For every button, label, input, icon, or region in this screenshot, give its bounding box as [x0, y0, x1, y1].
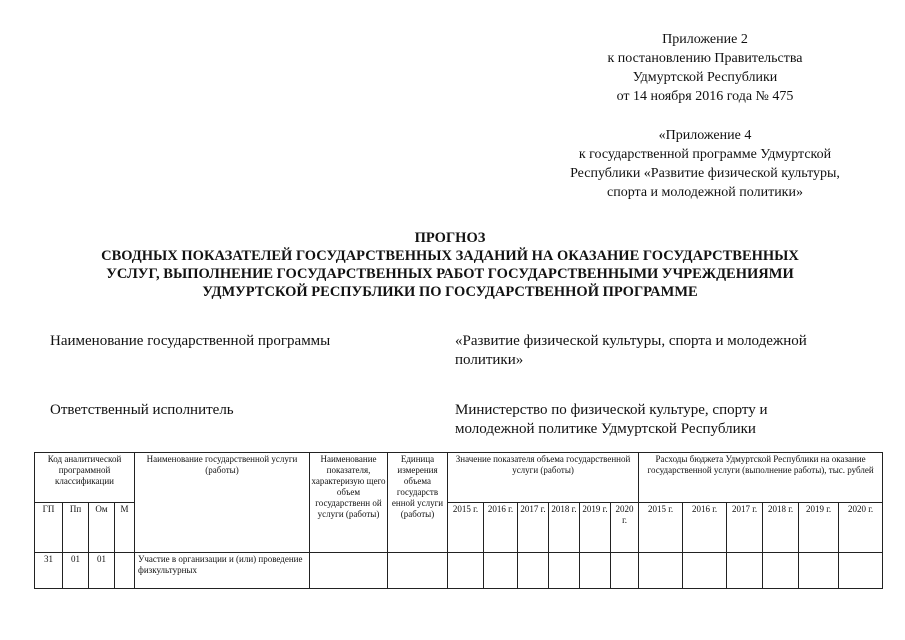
value-year-2015: 2015 г. — [448, 503, 484, 553]
title-line: СВОДНЫХ ПОКАЗАТЕЛЕЙ ГОСУДАРСТВЕННЫХ ЗАДАНИЙ НА ОКАЗАНИЕ ГОСУДАРСТВЕННЫХ — [101, 248, 799, 264]
cell-value — [580, 553, 611, 589]
value-year-2017: 2017 г. — [518, 503, 549, 553]
cell-service: Участие в организации и (или) проведение физкультурных — [135, 553, 310, 589]
cell-expense — [839, 553, 883, 589]
expense-year-2015: 2015 г. — [639, 503, 683, 553]
expense-year-2016: 2016 г. — [683, 503, 727, 553]
program-value-line: политики» — [455, 352, 524, 368]
cell-value — [549, 553, 580, 589]
header-m: М — [115, 503, 135, 553]
program-value-line: «Развитие физической культуры, спорта и молодежной — [455, 333, 807, 349]
cell-expense — [683, 553, 727, 589]
appendix-4-block — [540, 126, 870, 202]
table-header-row — [35, 453, 883, 503]
header-unit: Единица измерения объема государств енной услуги (работы) — [388, 453, 448, 553]
cell-value — [484, 553, 518, 589]
appendix-4-line: к государственной программе Удмуртской — [578, 147, 832, 162]
value-year-2018: 2018 г. — [549, 503, 580, 553]
executor-value — [455, 401, 768, 439]
cell-value — [518, 553, 549, 589]
document-title — [40, 229, 860, 301]
cell-value — [448, 553, 484, 589]
expense-year-2017: 2017 г. — [727, 503, 763, 553]
program-value — [455, 332, 807, 370]
title-line: УСЛУГ, ВЫПОЛНЕНИЕ ГОСУДАРСТВЕННЫХ РАБОТ ГОСУДАРСТВЕННЫМИ УЧРЕЖДЕНИЯМИ — [106, 266, 794, 282]
cell-om: 01 — [89, 553, 115, 589]
header-service: Наименование государственной услуги (работы) — [135, 453, 310, 553]
cell-gp: 31 — [35, 553, 63, 589]
cell-m — [115, 553, 135, 589]
header-gp: ГП — [35, 503, 63, 553]
executor-value-line: Министерство по физической культуре, спорту и — [455, 402, 768, 418]
header-values: Значение показателя объема государственной услуги (работы) — [448, 453, 639, 503]
cell-expense — [763, 553, 799, 589]
appendix-4-line: спорта и молодежной политики» — [607, 185, 803, 200]
cell-expense — [799, 553, 839, 589]
appendix-4-line: Республики «Развитие физической культуры, — [570, 166, 840, 181]
expense-year-2018: 2018 г. — [763, 503, 799, 553]
value-year-2020: 2020 г. — [611, 503, 639, 553]
expense-year-2019: 2019 г. — [799, 503, 839, 553]
value-year-2019: 2019 г. — [580, 503, 611, 553]
cell-pp: 01 — [63, 553, 89, 589]
cell-expense — [727, 553, 763, 589]
header-om: Ом — [89, 503, 115, 553]
value-year-2016: 2016 г. — [484, 503, 518, 553]
cell-expense — [639, 553, 683, 589]
header-code: Код аналитической программной классификации — [35, 453, 135, 503]
header-expenses: Расходы бюджета Удмуртской Республики на оказание государственной услуги (выполнение работы), тыс. рублей — [639, 453, 883, 503]
program-label: Наименование государственной программы — [50, 333, 331, 349]
cell-value — [611, 553, 639, 589]
executor-value-line: молодежной политике Удмуртской Республики — [455, 421, 756, 437]
appendix-2-block — [560, 30, 850, 106]
appendix-2-title: Приложение 2 — [662, 32, 748, 47]
appendix-2-line: к постановлению Правительства — [607, 51, 803, 66]
cell-indicator — [310, 553, 388, 589]
cell-unit — [388, 553, 448, 589]
header-pp: Пп — [63, 503, 89, 553]
header-indicator: Наименование показателя, характеризую щего объем государственн ой услуги (работы) — [310, 453, 388, 553]
executor-label: Ответственный исполнитель — [50, 402, 234, 418]
title-line: ПРОГНОЗ — [414, 230, 486, 246]
indicators-table — [34, 452, 883, 589]
appendix-2-date: от 14 ноября 2016 года № 475 — [616, 89, 794, 104]
appendix-4-title: «Приложение 4 — [658, 128, 752, 143]
appendix-2-line: Удмуртской Республики — [632, 70, 778, 85]
expense-year-2020: 2020 г. — [839, 503, 883, 553]
table-row — [35, 553, 883, 589]
title-line: УДМУРТСКОЙ РЕСПУБЛИКИ ПО ГОСУДАРСТВЕННОЙ ПРОГРАММЕ — [202, 284, 698, 300]
